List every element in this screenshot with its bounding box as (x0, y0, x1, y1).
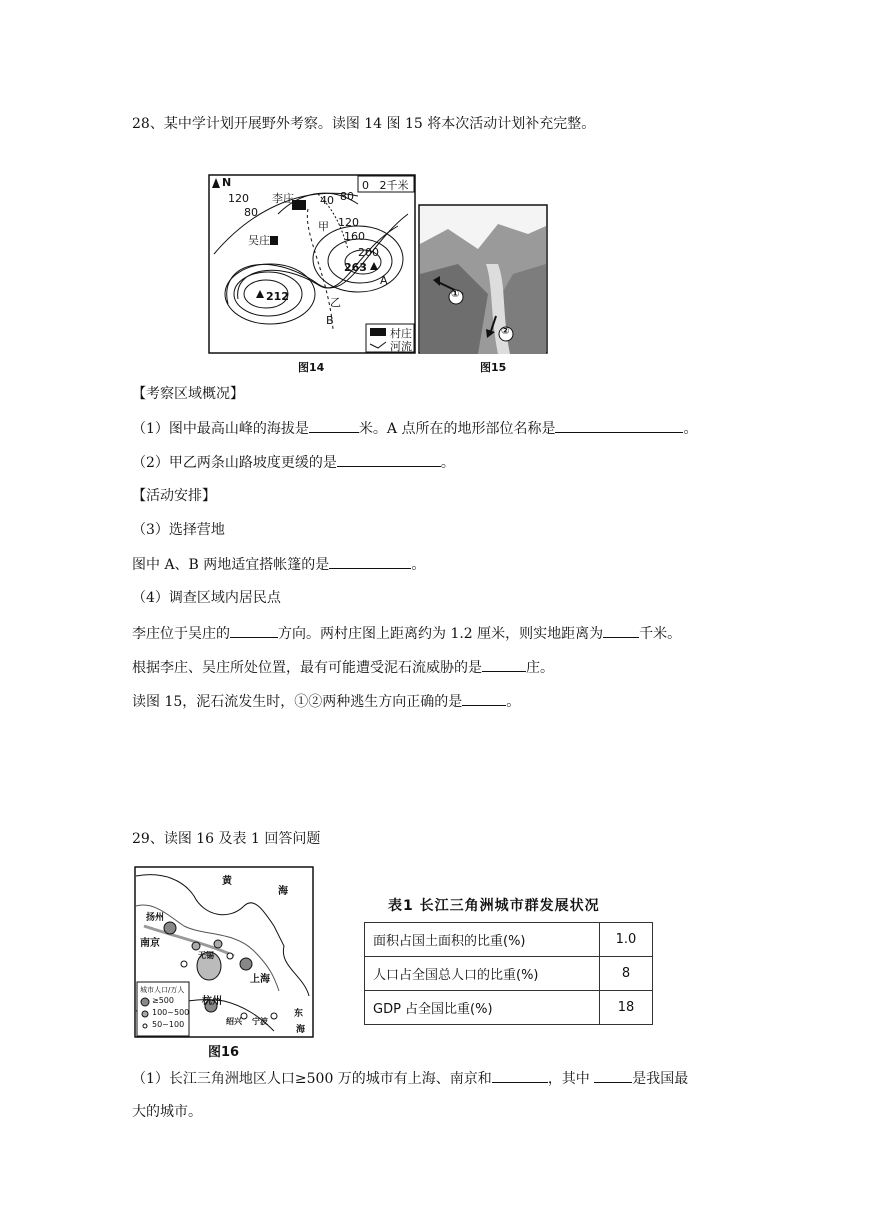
table-row (365, 957, 653, 991)
answer-blank[interactable] (230, 623, 278, 638)
question-line (132, 554, 425, 575)
answer-blank[interactable] (462, 691, 506, 706)
peak-label: 212 (266, 290, 289, 303)
q28-heading: 28、某中学计划开展野外考察。读图 14 图 15 将本次活动计划补充完整。 (132, 116, 596, 132)
question-text: 李庄位于吴庄的 (132, 626, 230, 642)
figure-16-map (134, 866, 314, 1042)
map-label: 无锡 (198, 951, 214, 960)
question-line (132, 1068, 688, 1089)
arrow-label-2: ② (501, 326, 510, 337)
question-text: 方向。两村庄图上距离约为 1.2 厘米，则实地距离为 (278, 626, 604, 642)
answer-blank[interactable] (482, 657, 526, 672)
legend-title: 城市人口/万人 (140, 986, 185, 994)
answer-blank[interactable] (309, 418, 359, 433)
table-cell-label: 人口占全国总人口的比重(%) (365, 957, 600, 991)
legend-label: 村庄 (390, 327, 412, 340)
map-label: 绍兴 (226, 1017, 242, 1026)
question-text: （1）图中最高山峰的海拔是 (132, 421, 309, 437)
table-1 (364, 922, 653, 1025)
question-text: 庄。 (526, 660, 554, 676)
figure-14-contour-map (208, 174, 416, 358)
point-label: 乙 (330, 296, 341, 309)
question-text: 。 (411, 557, 426, 573)
contour-label: 200 (358, 246, 379, 259)
question-text: 根据李庄、吴庄所处位置，最有可能遭受泥石流威胁的是 (132, 660, 482, 676)
contour-label: 120 (338, 216, 359, 229)
table-row (365, 923, 653, 957)
point-label: B (326, 314, 334, 327)
village-label: 李庄 (272, 192, 294, 205)
map-label: 海 (278, 886, 288, 897)
question-line (132, 657, 554, 678)
section-heading: 【活动安排】 (132, 488, 216, 504)
north-label: N (222, 176, 232, 189)
question-text: 米。A 点所在的地形部位名称是 (358, 421, 556, 437)
question-text: ，其中 (547, 1071, 590, 1087)
question-text: 是我国最 (632, 1071, 689, 1087)
table-row (365, 991, 653, 1025)
legend-item: ≥500 (152, 996, 174, 1005)
contour-label: 40 (320, 194, 334, 207)
contour-label: 160 (344, 230, 365, 243)
section-heading: 【考察区域概况】 (132, 386, 244, 402)
answer-blank[interactable] (337, 452, 441, 467)
village-label: 吴庄 (248, 234, 270, 247)
question-text: 千米。 (639, 626, 682, 642)
legend-label: 河流 (390, 340, 412, 353)
arrow-label-1: ① (451, 289, 460, 300)
question-line (132, 623, 681, 644)
contour-label: 80 (244, 206, 258, 219)
question-line (132, 452, 455, 473)
question-text: （2）甲乙两条山路坡度更缓的是 (132, 455, 337, 471)
table-cell-value: 1.0 (600, 923, 653, 957)
map-label: 东 (294, 1009, 304, 1019)
question-text: （1）长江三角洲地区人口≥500 万的城市有上海、南京和 (132, 1071, 492, 1087)
q29-heading: 29、读图 16 及表 1 回答问题 (132, 831, 321, 847)
question-line: （3）选择营地 (132, 522, 225, 538)
answer-blank[interactable] (594, 1068, 632, 1083)
answer-blank[interactable] (603, 623, 639, 638)
table-cell-value: 8 (600, 957, 653, 991)
table-1-title: 表1 长江三角洲城市群发展状况 (388, 898, 600, 914)
point-label: A (380, 274, 388, 287)
map-label: 杭州 (202, 996, 222, 1007)
figure-16-caption: 图16 (208, 1045, 240, 1060)
table-cell-label: 面积占国土面积的比重(%) (365, 923, 600, 957)
map-label: 海 (296, 1025, 306, 1035)
question-line (132, 418, 697, 439)
map-label: 南京 (140, 938, 160, 949)
table-cell-label: GDP 占全国比重(%) (365, 991, 600, 1025)
contour-label: 80 (340, 190, 354, 203)
peak-label: 263 (344, 261, 367, 274)
question-line (132, 691, 520, 712)
table-cell-value: 18 (600, 991, 653, 1025)
question-text: 。 (683, 421, 698, 437)
answer-blank[interactable] (492, 1068, 548, 1083)
question-text: 。 (440, 455, 455, 471)
map-label: 宁波 (252, 1017, 268, 1026)
answer-blank[interactable] (555, 418, 683, 433)
question-text: 图中 A、B 两地适宜搭帐篷的是 (132, 557, 330, 573)
question-line: （4）调查区域内居民点 (132, 590, 281, 606)
map-label: 黄 (222, 876, 232, 887)
contour-label: 120 (228, 192, 249, 205)
question-text: 读图 15，泥石流发生时，①②两种逃生方向正确的是 (132, 694, 463, 710)
mudflow-sketch-graphic (418, 204, 548, 354)
point-label: 甲 (318, 220, 329, 233)
legend-item: 100~500 (152, 1008, 190, 1017)
figure-15-mudflow-sketch (418, 204, 548, 358)
scale-label: 0 2千米 (362, 179, 409, 192)
figure-14-caption: 图14 (298, 361, 325, 374)
legend-item: 50~100 (152, 1020, 185, 1029)
question-line: 大的城市。 (132, 1104, 202, 1120)
question-text: 。 (506, 694, 521, 710)
answer-blank[interactable] (329, 554, 411, 569)
figure-15-caption: 图15 (480, 361, 507, 374)
map-label: 上海 (250, 974, 270, 985)
map-label: 扬州 (146, 913, 165, 923)
